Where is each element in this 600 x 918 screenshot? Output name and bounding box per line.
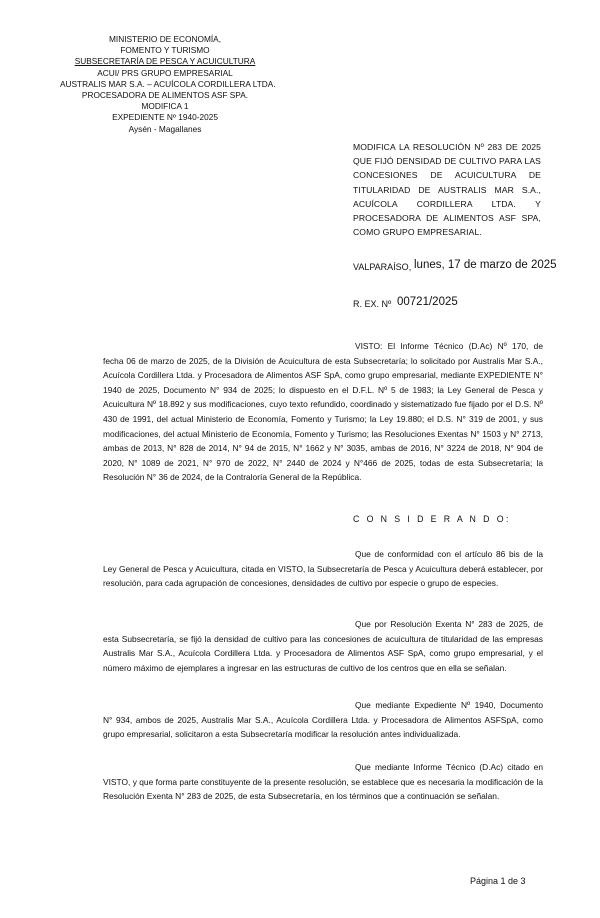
resolution-title: MODIFICA LA RESOLUCIÓN Nº 283 DE 2025 QUE FIJÓ DENSIDAD DE CULTIVO PARA LAS CONCESIONES DE ACUICULTURA DE TITULARIDAD DE AUSTRALIS MAR S.A., ACUÍCOLA CORDILLERA LTDA. Y PROCESADORA DE ALIMENTOS ASF SPA, COMO GRUPO EMPRESARIAL. [353, 142, 541, 238]
place: VALPARAÍSO, [353, 262, 412, 272]
header-line: FOMENTO Y TURISMO [120, 45, 210, 56]
header-line: EXPEDIENTE Nº 1940-2025 [112, 112, 218, 123]
considerando-paragraph [103, 698, 543, 742]
considerando-paragraph [103, 760, 543, 804]
visto-text: VISTO: El Informe Técnico (D.Ac) Nº 170, de fecha 06 de marzo de 2025, de la División de Acuicultura de esta Subsecretaría; lo solicitado por Australis Mar S.A., Acuícola Cordillera Ltda. y Procesadora de Alimentos ASF SpA, como grupo empresarial, mediante EXPEDIENTE N° 1940 de 2025, Documento N° 934 de 2025; lo dispuesto en el D.F.L. Nº 5 de 1983; la Ley General de Pesca y Acuicultura Nº 18.892 y sus modificaciones, cuyo texto refundido, coordinado y sistematizado fue fijado por el D.S. Nº 430 de 1991, del actual Ministerio de Economía, Fomento y Turismo; la Ley 19.880; el D.S. N° 319 de 2001, y sus modificaciones, del actual Ministerio de Economía, Fomento y Turismo; las Resoluciones Exentas N° 1503 y N° 2713, ambas de 2013, N° 828 de 2014, N° 94 de 2015, N° 1662 y N° 3035, ambas de 2016, N° 3224 de 2018, N° 904 de 2020, N° 1089 de 2021, N° 970 de 2022, N° 2440 de 2024 y N°466 de 2025, todas de esta Subsecretaría; la Resolución N° 36 de 2024, de la Contraloría General de la República. [103, 341, 543, 483]
header-line: ACUI/ PRS GRUPO EMPRESARIAL [97, 67, 233, 78]
header-line: MINISTERIO DE ECONOMÍA, [108, 34, 222, 44]
considerando-paragraph [103, 617, 543, 675]
resolution-number: 00721/2025 [397, 296, 458, 308]
paragraph-text: Que por Resolución Exenta N° 283 de 2025, de esta Subsecretaría, se fijó la densidad de cultivo para las concesiones de acuicultura de titularidad de las empresas Australis Mar S.A., Acuícola Cordillera Ltda. y Procesadora de Alimentos ASF SpA, como grupo empresarial, y el número máximo de ejemplares a ingresar en las estructuras de cultivo de los centros que en ella se señalan. [103, 619, 543, 673]
considerando-paragraph [103, 547, 543, 591]
resolution-number-label: R. EX. Nº [353, 299, 392, 309]
header-line: MODIFICA 1 [141, 101, 189, 112]
header-line: SUBSECRETARÍA DE PESCA Y ACUICULTURA [74, 56, 256, 67]
date: lunes, 17 de marzo de 2025 [414, 259, 557, 271]
header-line: PROCESADORA DE ALIMENTOS ASF SPA. [81, 90, 249, 101]
visto-paragraph [103, 339, 543, 485]
considerando-heading: C O N S I D E R A N D O: [353, 514, 511, 524]
paragraph-text: Que mediante Expediente Nº 1940, Documento N° 934, ambos de 2025, Australis Mar S.A., Acuícola Cordillera Ltda. y Procesadora de Alimentos ASFSpA, como grupo empresarial, solicitaron a esta Subsecretaría modificar la resolución antes individualizada. [103, 700, 543, 740]
issuer-header [60, 34, 276, 135]
paragraph-text: Que de conformidad con el artículo 86 bis de la Ley General de Pesca y Acuicultura, citada en VISTO, la Subsecretaría de Pesca y Acuicultura deberá establecer, por resolución, para cada agrupación de concesiones, densidades de cultivo por especie o grupo de especies. [103, 549, 543, 589]
header-line: Aysén - Magallanes [128, 123, 202, 134]
paragraph-text: Que mediante Informe Técnico (D.Ac) citado en VISTO, y que forma parte constituyente de la presente resolución, se establece que es necesaria la modificación de la Resolución Exenta N° 283 de 2025, de esta Subsecretaría, en los términos que a continuación se señalan. [103, 762, 543, 802]
header-line: AUSTRALIS MAR S.A. – ACUÍCOLA CORDILLERA LTDA. [60, 78, 276, 89]
page-number: Página 1 de 3 [470, 876, 526, 886]
